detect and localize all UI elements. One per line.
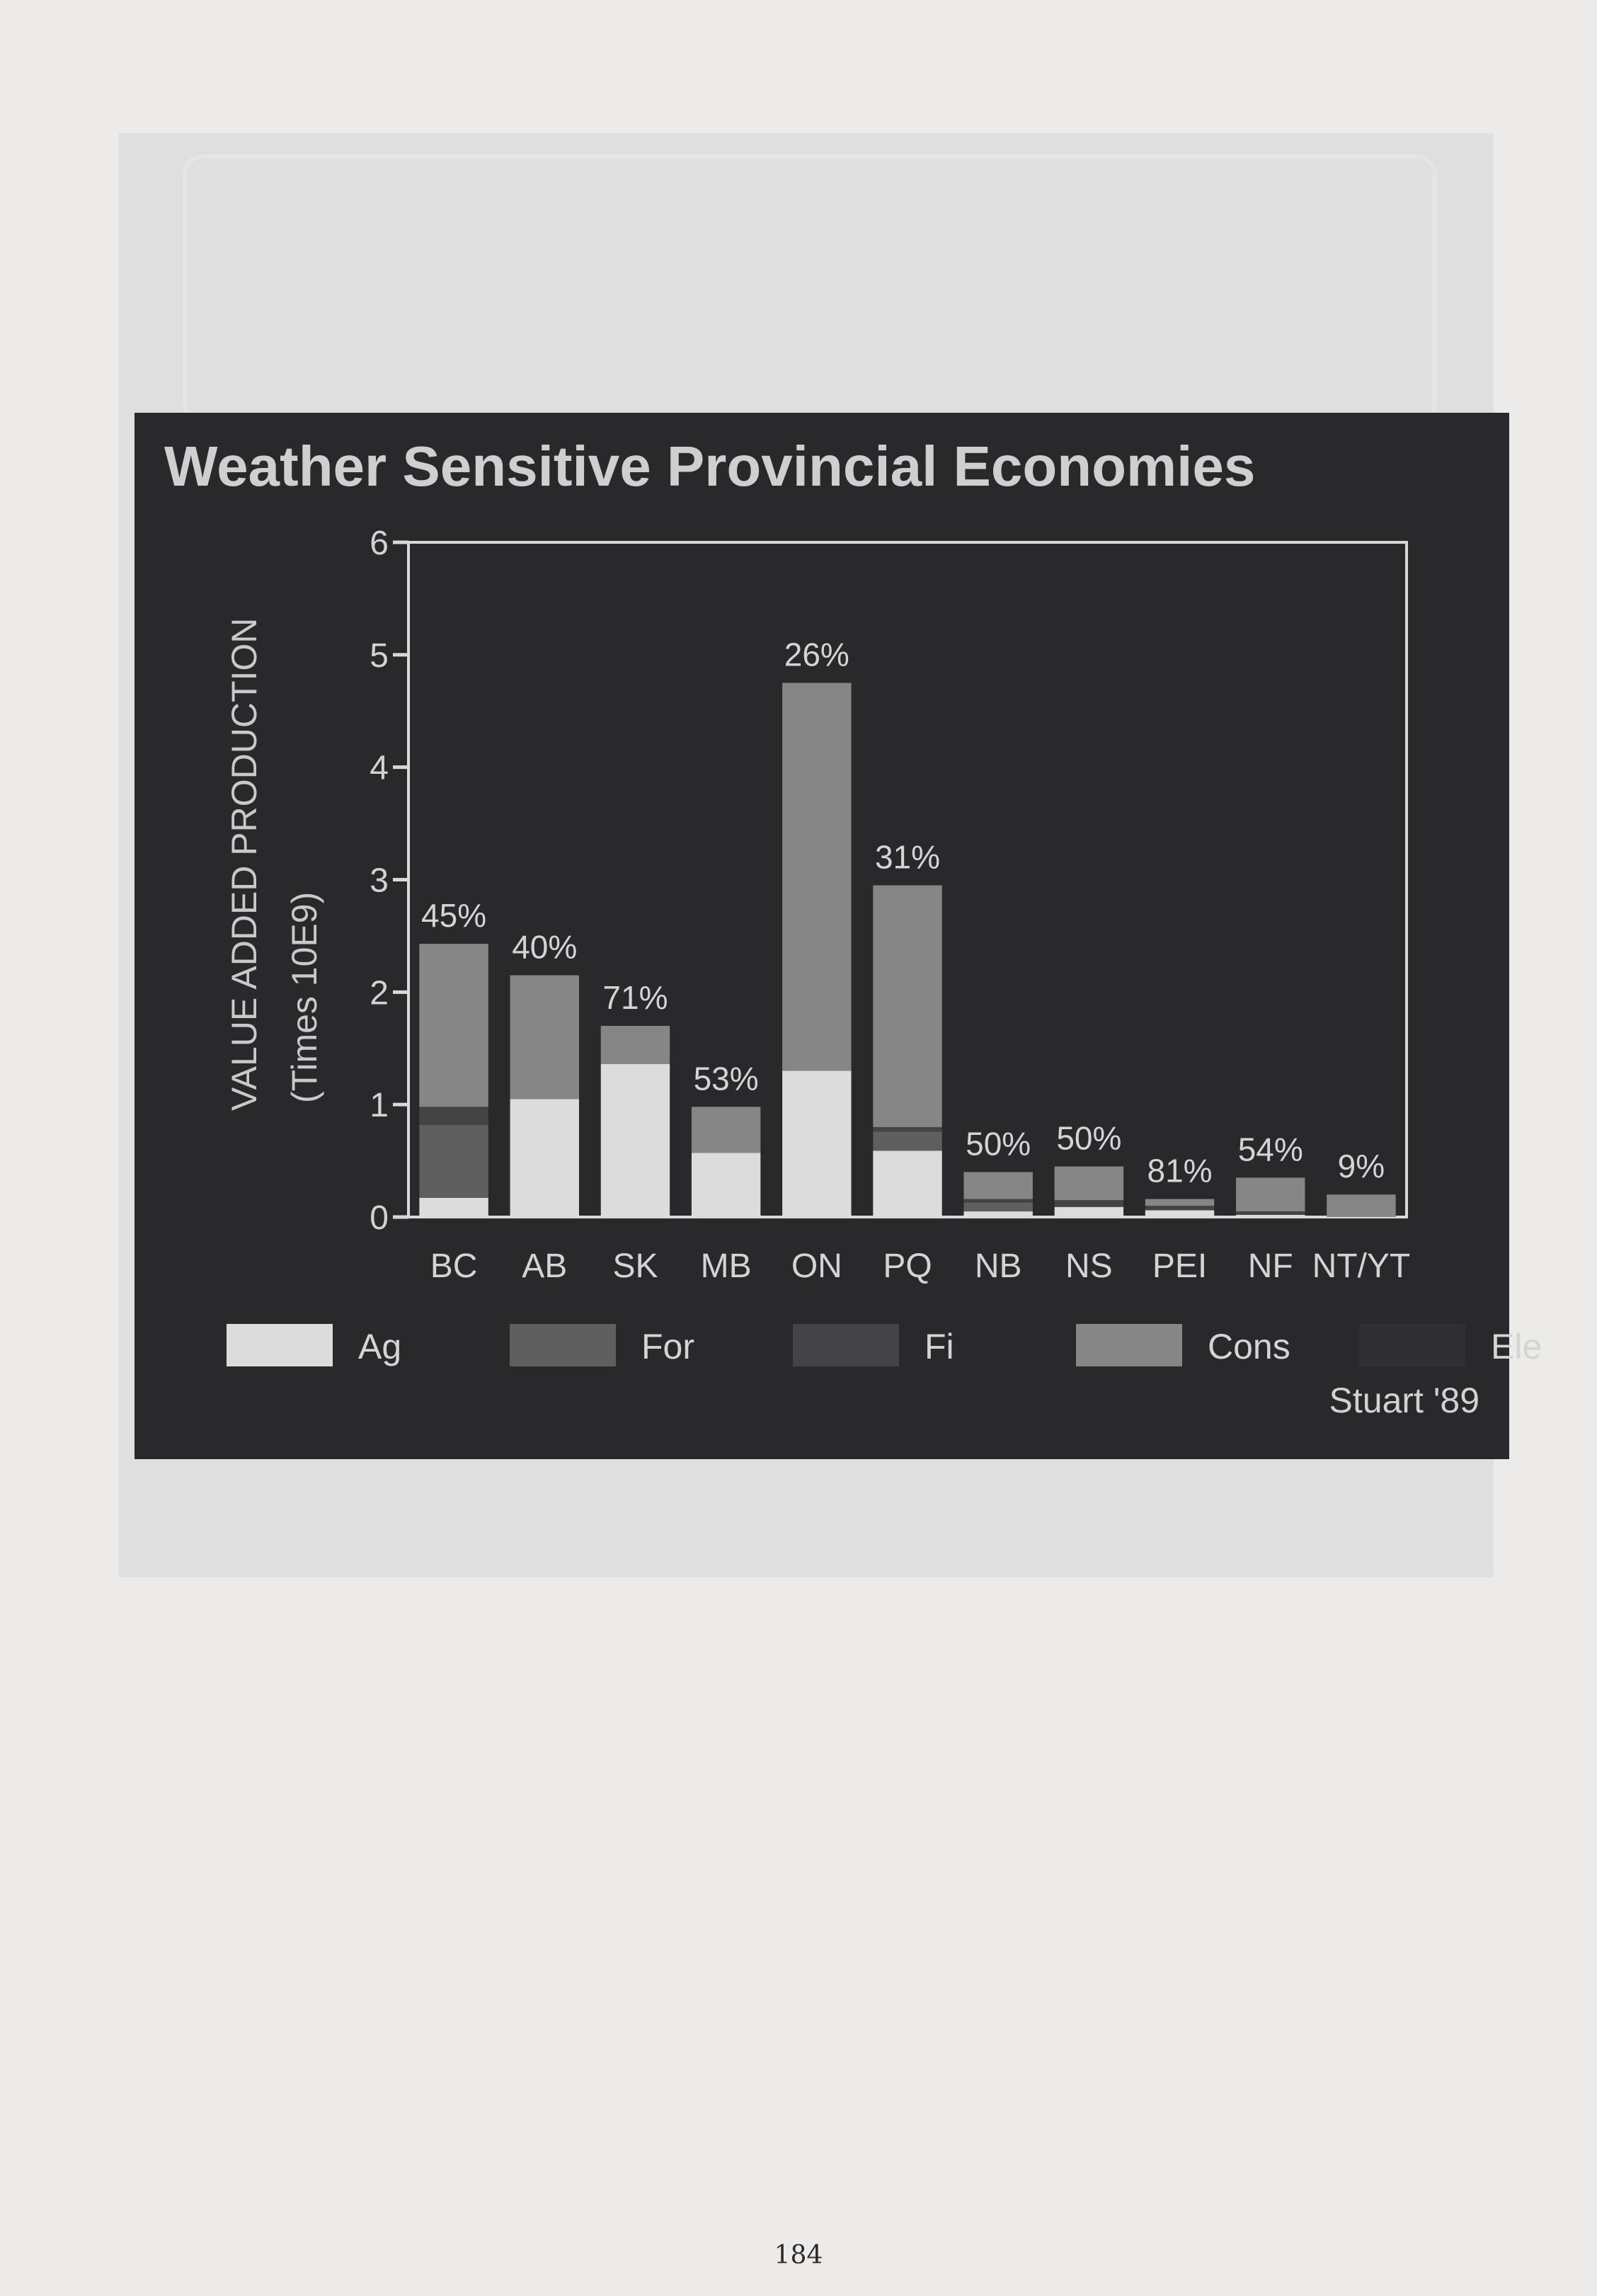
bar-percent-label: 81%	[1147, 1152, 1213, 1189]
bar-ag-mb	[692, 1153, 760, 1217]
x-tick-labels	[430, 1247, 1410, 1285]
bar-percent-label: 9%	[1337, 1148, 1385, 1185]
bar-cons-on	[782, 683, 851, 1071]
y-tick-label: 4	[370, 749, 389, 787]
y-tick-label: 6	[370, 525, 389, 562]
bar-fi-bc	[419, 1107, 488, 1124]
background-photo-frame	[183, 154, 1437, 425]
bar-fi-pq	[873, 1127, 941, 1131]
bar-ag-pei	[1145, 1210, 1214, 1217]
bar-percent-label: 50%	[1056, 1119, 1122, 1157]
bar-cons-ab	[510, 976, 579, 1100]
bar-cons-ns	[1055, 1167, 1123, 1201]
bar-fi-pei	[1145, 1206, 1214, 1210]
bar-cons-nb	[963, 1172, 1032, 1199]
y-tick-label: 2	[370, 974, 389, 1012]
bar-cons-bc	[419, 944, 488, 1107]
x-tick-label: AB	[522, 1247, 568, 1285]
bar-percent-label: 40%	[512, 928, 578, 966]
y-tick-label: 5	[370, 636, 389, 675]
bar-cons-nf	[1236, 1177, 1305, 1211]
bar-percent-label: 45%	[421, 897, 487, 935]
bar-cons-pei	[1145, 1199, 1214, 1206]
legend-swatch-ele	[1359, 1324, 1465, 1366]
bar-ag-bc	[419, 1198, 488, 1217]
bar-cons-nt-yt	[1327, 1194, 1395, 1217]
bar-fi-ns	[1055, 1200, 1123, 1207]
chart-slide	[134, 413, 1542, 1459]
legend-swatch-for	[510, 1324, 616, 1366]
bar-percent-label: 31%	[874, 838, 941, 876]
x-tick-label: NS	[1065, 1247, 1113, 1285]
chart	[134, 413, 1542, 1459]
bar-for-nb	[963, 1202, 1032, 1211]
y-axis-label: VALUE ADDED PRODUCTION	[224, 617, 264, 1111]
legend-label-cons: Cons	[1208, 1327, 1290, 1366]
legend-label-for: For	[641, 1327, 694, 1366]
x-tick-label: NT/YT	[1312, 1247, 1411, 1285]
y-tick-label: 1	[370, 1087, 389, 1125]
x-tick-label: BC	[430, 1247, 478, 1285]
bar-for-pq	[873, 1131, 941, 1150]
bar-percent-label: 50%	[966, 1125, 1031, 1163]
bar-ag-on	[782, 1071, 851, 1217]
bar-cons-sk	[601, 1026, 670, 1064]
y-tick-label: 3	[370, 862, 389, 900]
x-tick-label: PEI	[1152, 1247, 1208, 1285]
legend-label-fi: Fi	[925, 1327, 954, 1366]
legend-swatch-cons	[1076, 1324, 1182, 1366]
x-tick-label: ON	[791, 1247, 842, 1285]
bar-ag-sk	[601, 1064, 670, 1217]
bar-percent-label: 54%	[1237, 1131, 1303, 1168]
legend-swatch-ag	[227, 1324, 333, 1366]
x-tick-label: PQ	[883, 1247, 932, 1285]
x-tick-label: NF	[1247, 1247, 1293, 1285]
bar-fi-nb	[963, 1199, 1032, 1203]
chart-credit: Stuart '89	[1329, 1381, 1479, 1420]
bar-ag-nb	[963, 1211, 1032, 1217]
bar-ag-nf	[1236, 1215, 1305, 1217]
x-tick-label: MB	[700, 1247, 752, 1285]
x-tick-label: SK	[612, 1247, 658, 1285]
bar-percent-label: 53%	[693, 1060, 759, 1097]
legend	[227, 1324, 1542, 1366]
x-tick-label: NB	[974, 1247, 1022, 1285]
legend-label-ele: Ele	[1491, 1327, 1542, 1366]
legend-swatch-fi	[793, 1324, 899, 1366]
bar-percent-label: 26%	[784, 636, 849, 673]
bar-ag-ab	[510, 1099, 579, 1217]
page-number: 184	[774, 2241, 823, 2270]
chart-title: Weather Sensitive Provincial Economies	[164, 435, 1256, 498]
bar-ag-pq	[873, 1150, 941, 1217]
bar-cons-pq	[873, 885, 941, 1126]
y-tick-label: 0	[370, 1199, 389, 1237]
bar-for-bc	[419, 1125, 488, 1198]
bar-ag-ns	[1055, 1207, 1123, 1217]
bar-fi-nf	[1236, 1211, 1305, 1215]
bar-cons-mb	[692, 1107, 760, 1153]
y-axis-label-units: (Times 10E9)	[285, 891, 324, 1103]
y-tick-labels	[370, 525, 389, 1237]
legend-label-ag: Ag	[358, 1327, 402, 1366]
bar-percent-label: 71%	[602, 978, 668, 1016]
